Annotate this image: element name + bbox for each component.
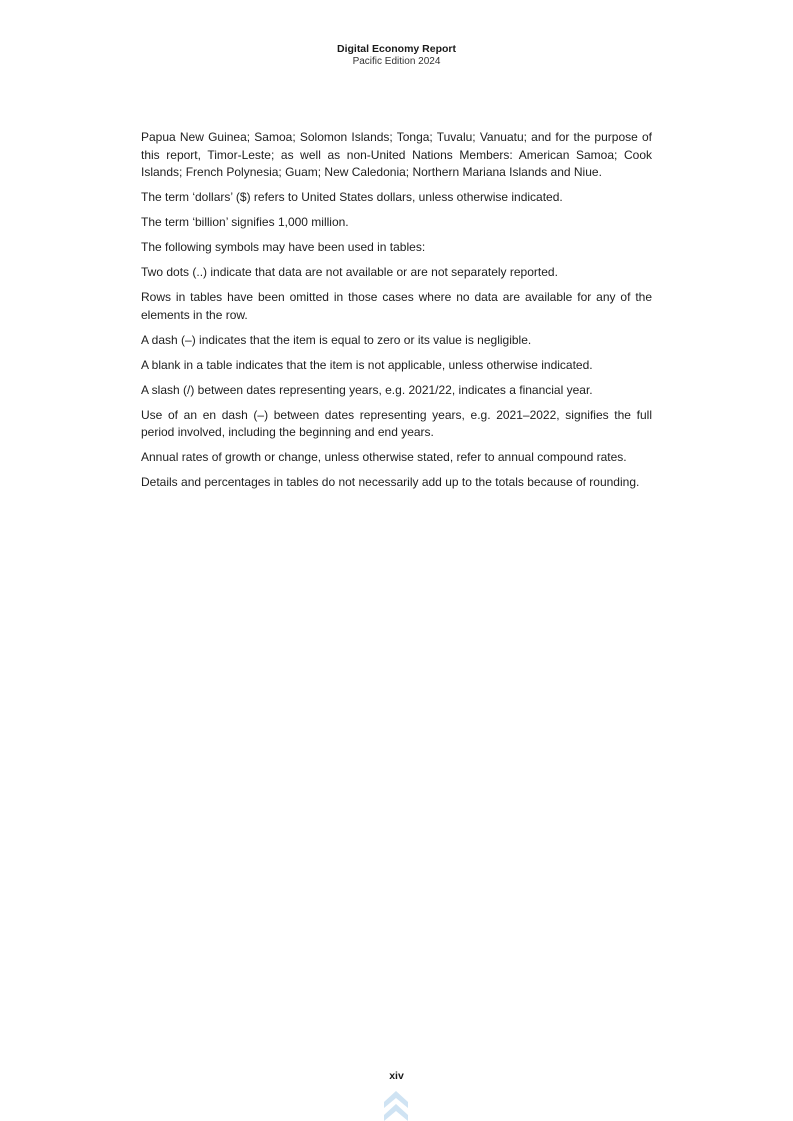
paragraph: A slash (/) between dates representing years, e.g. 2021/22, indicates a financial year.: [141, 382, 593, 397]
explanatory-notes: [141, 129, 652, 499]
running-header: [0, 43, 793, 68]
chevron-up-icon: [383, 1089, 409, 1121]
report-title: Digital Economy Report: [336, 43, 456, 55]
report-edition: Pacific Edition 2024: [352, 56, 441, 67]
paragraph: Two dots (..) indicate that data are not available or are not separately reported.: [141, 265, 558, 279]
paragraph: A dash (–) indicates that the item is equal to zero or its value is negligible.: [141, 332, 532, 347]
paragraph: Rows in tables have been omitted in those cases where no data are available for any of the elements in the row.: [141, 290, 652, 322]
paragraph: The term ‘dollars’ ($) refers to United States dollars, unless otherwise indicated.: [141, 190, 563, 204]
paragraph: Details and percentages in tables do not necessarily add up to the totals because of rounding.: [141, 475, 640, 489]
paragraph: The following symbols may have been used in tables:: [141, 240, 426, 254]
paragraph: Annual rates of growth or change, unless otherwise stated, refer to annual compound rates.: [141, 450, 627, 464]
paragraph: The term ‘billion’ signifies 1,000 million.: [141, 215, 349, 229]
paragraph: A blank in a table indicates that the item is not applicable, unless otherwise indicated.: [141, 357, 593, 372]
page-number: xiv: [389, 1070, 404, 1082]
paragraph: Papua New Guinea; Samoa; Solomon Islands; Tonga; Tuvalu; Vanuatu; and for the purpose of this report, Timor-Leste; as well as non-United Nations Members: American Samoa; Cook Islands; French Polynesia; Guam; New Caledonia; Northern Mariana Islands and Niue.: [141, 130, 652, 179]
paragraph: Use of an en dash (–) between dates representing years, e.g. 2021–2022, signifies the full period involved, including the beginning and end years.: [141, 407, 652, 439]
